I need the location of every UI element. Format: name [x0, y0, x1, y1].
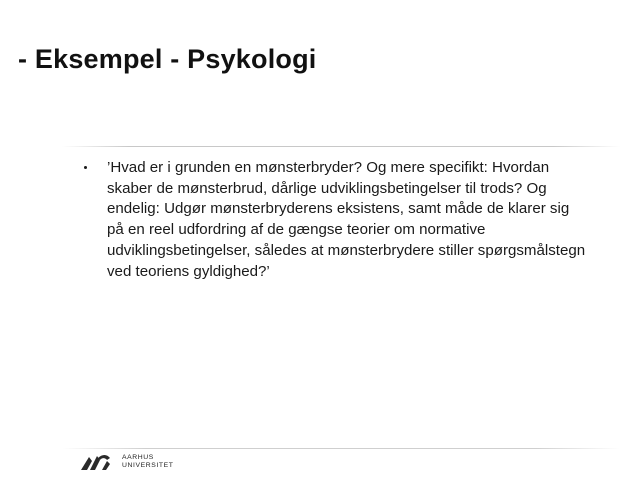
slide-title: - Eksempel - Psykologi: [18, 44, 317, 74]
logo-line-1: AARHUS: [122, 454, 154, 461]
top-divider: [62, 146, 620, 147]
bottom-divider: [62, 448, 620, 449]
bullet-item: [80, 158, 590, 282]
bullet-list: [80, 158, 590, 282]
bullet-text: ’Hvad er i grunden en mønsterbryder? Og mere specifikt: Hvordan skaber de mønsterbrud, dårlige udviklingsbetingelser til trods? Og endelig: Udgør mønsterbryderens eksistens, samt måde de klarer sig på en reel udfordring af de gængse teorier om normative udviklingsbetingelser, således at mønsterbrydere stiller spørgsmålstegn ved teoriens gyldighed?’: [107, 159, 586, 280]
bullet-icon: [84, 166, 87, 169]
logo-text: [122, 454, 174, 470]
university-logo: [80, 452, 174, 472]
logo-line-2: UNIVERSITET: [122, 462, 174, 469]
aarhus-university-seal-icon: [80, 452, 116, 472]
